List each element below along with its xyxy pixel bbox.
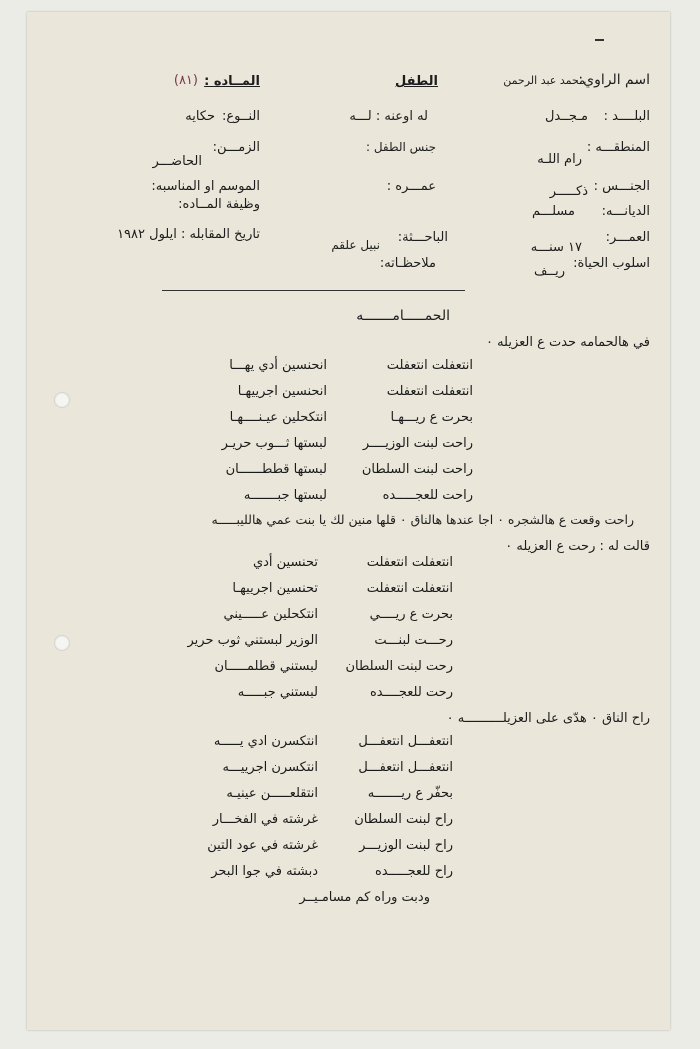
notes-label: ملاحظـاته: [379, 256, 436, 271]
material-number-label: المــاده : [204, 74, 260, 89]
verse-line-second: غرشته في عود التين [207, 838, 318, 853]
religion-label: الديانـــه: [601, 204, 650, 219]
verse-line-first: بحفّر ع ريـــــــه [367, 786, 453, 801]
verse-line-second: لبستها قططــــــان [225, 462, 327, 477]
verse-line-second: غرشته في الفخـــار [212, 812, 318, 827]
season-label: الموسم او المناسبه: [151, 179, 260, 194]
verse-line-second: تحنسين أدي [252, 555, 318, 570]
verse-line-first: انتعفلت انتعفلت [366, 581, 453, 596]
verse-line-first: انتعفـــل انتعفـــل [358, 760, 453, 775]
header-divider [162, 290, 465, 291]
verse-line-second: لبستني جبـــــه [237, 685, 318, 700]
verse-line-second: انتكسرن اجرييـــه [222, 760, 318, 775]
verse-line-first: راح للعجـــــده [374, 864, 453, 879]
verse-line-second: لبستها ثـــوب حريـر [221, 436, 327, 451]
story-intro: في هالحمامه حدت ع العزيله ٠ [485, 335, 650, 350]
child-sex-label: جنس الطفل : [365, 140, 436, 154]
age-label: العمـــر: [605, 230, 650, 245]
narration-line-1: راحت وقعت ع هالشجره ٠ اجا عندها هالناق ٠ قلها منين لك يا بنت عمي هالليبـــــه [211, 512, 634, 527]
lifestyle-label: اسلوب الحياة: [573, 256, 650, 271]
story-title: الحمـــــامـــــــه [356, 308, 450, 324]
researcher-label: الباحـــثة: [397, 230, 448, 245]
verse-line-second: تحنسين اجرييهـا [232, 581, 318, 596]
time-label: الزمـــن: [212, 140, 260, 155]
verse-line-first: رحت لبنت السلطان [345, 659, 453, 674]
verse-line-second: انتكحلين عـــــيني [223, 607, 318, 622]
time-value: الحاضـــر [152, 154, 202, 169]
lifestyle-value: ريــف [534, 264, 565, 279]
verse-line-second: الوزير لبستني ثوب حرير [187, 633, 318, 648]
type-value: حكايه [185, 109, 215, 124]
verse-line-second: انتقلعـــــن عينيـه [226, 786, 318, 801]
verse-line-first: رحت للعجــــده [369, 685, 453, 700]
child-heading: الطفل [395, 74, 438, 89]
interview-date: تاريخ المقابله : ايلول ١٩٨٢ [117, 227, 260, 242]
narrator-value: محمد عبد الرحمن [503, 74, 585, 87]
region-value: رام اللـه [537, 152, 582, 167]
narration-line-2: قالت له : رحت ع العزيله ٠ [505, 539, 650, 554]
narrator-label: اسم الراوي: [578, 72, 650, 88]
verse-line-second: دبشته في جوا البحر [211, 864, 318, 879]
country-label: البلــــد : [603, 109, 650, 124]
verse-line-second: انحنسين اجرييهـا [237, 384, 327, 399]
verse-line-first: راحت للعجـــــده [382, 488, 473, 503]
verse-line-second: لبستها جبـــــــه [243, 488, 327, 503]
sex-label: الجنـــس : [593, 179, 650, 194]
corner-mark [595, 39, 604, 41]
child-age-label: عمـــره : [386, 179, 436, 194]
punch-hole-top [54, 392, 70, 408]
verse-line-first: راحت لبنت السلطان [361, 462, 473, 477]
researcher-value: نبيل علقم [331, 238, 380, 252]
narration-line-3: راح الناق ٠ هدّى على العزيلــــــــــه ٠ [446, 711, 650, 726]
document-page [27, 12, 670, 1030]
religion-value: مسلـــم [532, 204, 575, 219]
function-label: وظيفة المــاده: [178, 197, 260, 212]
verse-line-first: انتعفلت انتعفلت [366, 555, 453, 570]
verse-line-first: راحت لبنت الوزيــــر [362, 436, 473, 451]
sex-value: ذكـــــر [549, 184, 588, 199]
verse-line-first: بحرت ع ريــــي [369, 607, 453, 622]
verse-line-second: انتكحلين عيـنــــهـا [229, 410, 327, 425]
material-number-value: (٨١) [173, 73, 198, 88]
child-village: له اوعنه : لـــه [349, 109, 428, 124]
verse-line-second: انتكسرن ادي يـــــه [213, 734, 318, 749]
verse-line-first: انتعفـــل انتعفـــل [358, 734, 453, 749]
verse-line-first: راح لبنت الوزيـــر [359, 838, 453, 853]
verse-line-first: بحرت ع ريـــهـا [390, 410, 473, 425]
verse-line-first: رحـــت لبنـــت [374, 633, 453, 648]
verse-line-first: انتعفلت انتعفلت [386, 358, 473, 373]
verse-line-first: انتعفلت انتعفلت [386, 384, 473, 399]
region-label: المنطقـــه : [586, 140, 650, 155]
country-value: مـجــدل [544, 109, 588, 124]
verse-line-second: انحنسين أدي يهـــا [229, 358, 327, 373]
punch-hole-bottom [54, 635, 70, 651]
verse-line-second: لبستني قطلمـــــان [214, 659, 318, 674]
verse-line-first: راح لبنت السلطان [354, 812, 453, 827]
age-value: ١٧ سنـــه [530, 240, 582, 255]
type-label: النــوع: [222, 109, 260, 124]
story-closing: ودبت وراه كم مسامـيــر [299, 890, 430, 905]
